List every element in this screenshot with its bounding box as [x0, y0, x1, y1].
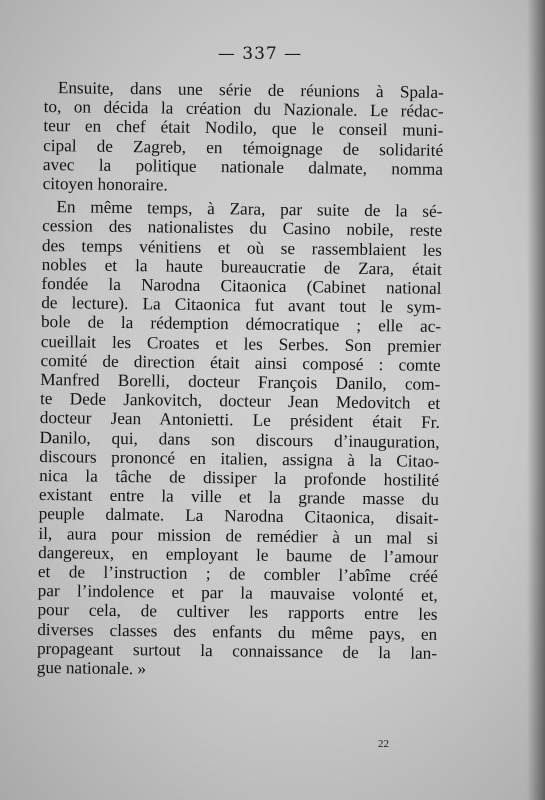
page-number: — 337 —	[217, 44, 303, 64]
text-line: Danilo, qui, dans son discours d’inauguration,	[39, 427, 440, 452]
body-text	[37, 78, 444, 682]
text-line: cipal de Zagreb, en témoignage de solidarité	[43, 135, 444, 160]
page-edge-shadow	[527, 0, 545, 800]
text-line: gue nationale. »	[36, 658, 147, 679]
text-line: En même temps, à Zara, par suite de la sé-	[56, 197, 443, 222]
text-line: to, on décida la création du Nazionale. Le rédac-	[43, 97, 444, 122]
text-line: et de l’instruction ; de combler l’abîme créé	[37, 562, 439, 586]
text-line: te Dede Jankovitch, docteur Jean Medovitch et	[39, 389, 441, 414]
text-line: bole de la rédemption démocratique ; elle ac-	[40, 312, 442, 337]
text-line: de lecture). La Citaonica fut avant tout le sym-	[41, 293, 442, 318]
paragraph-1	[43, 78, 444, 198]
text-line: propageant surtout la connaissance de la lan-	[36, 638, 438, 663]
text-line: avec la politique nationale dalmate, nomma	[42, 154, 444, 179]
text-line: des temps vénitiens et où se rassemblaient les	[41, 235, 443, 260]
text-line: diverses classes des enfants du même pays, en	[37, 619, 438, 644]
text-line: pour cela, de cultiver les rapports entre les	[37, 600, 438, 625]
text-line: il, aura pour mission de remédier à un mal si	[38, 523, 439, 548]
text-line: nobles et la haute bureaucratie de Zara, était	[41, 254, 442, 279]
text-line: fondée la Narodna Citaonica (Cabinet national	[41, 274, 442, 298]
text-line: comité de direction était ainsi composé : comte	[40, 350, 441, 375]
text-line: Ensuite, dans une série de réunions à Spala-	[57, 78, 444, 102]
text-line: Manfred Borelli, docteur François Danilo, com-	[40, 370, 441, 394]
text-line: par l’indolence et par la mauvaise volonté et,	[37, 581, 438, 606]
text-line: cueillait les Croates et les Serbes. Son premier	[40, 331, 441, 356]
text-line: nica la tâche de dissiper la profonde hostilité	[39, 466, 440, 490]
text-line: teur en chef était Nodilo, que le conseil muni-	[43, 116, 444, 141]
text-line: citoyen honoraire.	[42, 174, 168, 195]
text-line: peuple dalmate. La Narodna Citaonica, disait-	[38, 504, 439, 529]
text-line: cession des nationalistes du Casino nobile, reste	[42, 216, 443, 241]
text-line: discours prononcé en italien, assigna à la Citao-	[39, 446, 440, 471]
signature-mark: 22	[378, 738, 389, 750]
text-line: existant entre la ville et la grande masse du	[38, 485, 439, 510]
text-line: docteur Jean Antonietti. Le président était Fr.	[39, 408, 440, 433]
text-line: dangereux, en employant le baume de l’amour	[38, 542, 439, 567]
paragraph-2	[37, 197, 443, 682]
